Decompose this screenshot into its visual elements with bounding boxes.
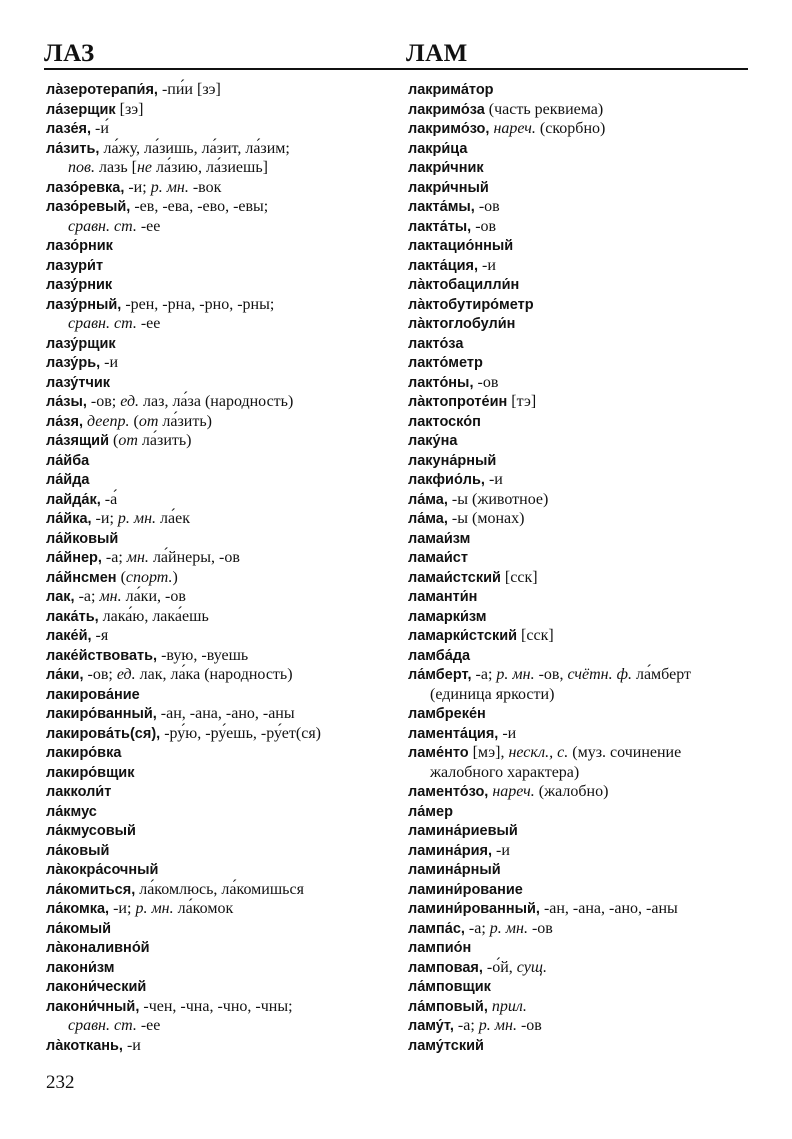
entry-text: жалобного характера) (430, 763, 580, 781)
entry-text: -ов; (83, 666, 117, 683)
entry-text: ла́комок (173, 900, 234, 917)
dictionary-entry-line (46, 802, 406, 822)
headword: лакто́за (408, 335, 464, 352)
dictionary-entry-line (408, 802, 753, 822)
entry-continuation-line (46, 217, 406, 237)
headword: лаку́на (408, 433, 458, 449)
headword: лазу́рь, (46, 355, 101, 371)
dictionary-entry-line (46, 509, 406, 529)
headword: ла̀зеротерапи́я, (46, 82, 158, 98)
headword: ла́йда (46, 472, 90, 488)
entry-text: -ов (471, 217, 497, 235)
headword: ла́мповщик (408, 979, 491, 995)
entry-text: -ее (136, 217, 161, 235)
dictionary-entry-line (408, 217, 753, 237)
headword: лазу́тчик (46, 374, 111, 391)
entry-text: -ы (животное) (447, 490, 549, 508)
headword: лак, (46, 589, 75, 605)
entry-text: -пи́и [зэ] (157, 81, 221, 98)
dictionary-entry-line (408, 314, 753, 334)
dictionary-entry-line (408, 295, 753, 315)
headword: ламини́рование (408, 881, 523, 898)
entry-text: -и (100, 354, 119, 371)
dictionary-entry-line (408, 899, 753, 919)
entry-text: -ее (136, 1017, 161, 1034)
dictionary-entry-line (408, 1016, 753, 1036)
entry-continuation-line (408, 685, 753, 705)
grammar-label: р. мн. (478, 1017, 517, 1034)
grammar-label: спорт. (125, 568, 173, 586)
entry-text: (единица яркости) (430, 685, 555, 703)
dictionary-entry-line (408, 353, 753, 373)
dictionary-entry-line (408, 743, 753, 763)
dictionary-entry-line (408, 860, 753, 880)
dictionary-entry-line (408, 451, 753, 471)
entry-text: -а; (453, 1017, 479, 1034)
entry-text: -ее (136, 315, 161, 332)
dictionary-entry-line (408, 100, 753, 120)
grammar-label: сравн. ст. (68, 1017, 137, 1034)
dictionary-entry-line (46, 197, 406, 217)
header-right-guide-word: ЛАМ (406, 40, 468, 67)
left-column (46, 80, 406, 1055)
headword: ламина́риевый (408, 823, 518, 839)
entry-text: ла́комлюсь, ла́комишься (135, 880, 304, 898)
headword: ламенто́зо, (408, 784, 489, 800)
entry-text: ла́йнеры, -ов (148, 549, 240, 566)
dictionary-entry-line (46, 119, 406, 139)
headword: лазу́рный, (46, 296, 122, 313)
headword: лазе́я, (46, 121, 92, 137)
headword: лакримо́за (408, 101, 485, 118)
dictionary-entry-line (408, 841, 753, 861)
dictionary-entry-line (408, 236, 753, 256)
entry-text: [зэ] (115, 100, 144, 118)
grammar-label: не (136, 159, 153, 176)
dictionary-entry-line (408, 1036, 753, 1056)
grammar-label: сравн. ст. (68, 315, 137, 332)
grammar-label: р. мн. (135, 900, 174, 917)
headword: ламина́рия, (408, 842, 492, 859)
grammar-label: ед. (116, 666, 136, 683)
dictionary-entry-line (46, 880, 406, 900)
grammar-label: от (138, 412, 159, 430)
dictionary-entry-line (408, 158, 753, 178)
dictionary-entry-line (46, 490, 406, 510)
grammar-label: нареч. (493, 120, 536, 137)
dictionary-entry-line (46, 587, 406, 607)
entry-text: (часть реквиема) (484, 100, 604, 118)
dictionary-entry-line (408, 334, 753, 354)
dictionary-entry-line (408, 80, 753, 100)
headword: ламе́нто (408, 745, 469, 761)
headword: лакто́ны, (408, 374, 474, 391)
entry-text: лака́ю, лака́ешь (98, 607, 209, 625)
entry-text: -а; (471, 666, 497, 683)
dictionary-entry-line (408, 958, 753, 978)
entry-text: (муз. сочинение (568, 744, 682, 761)
headword: ламповая, (408, 959, 483, 976)
entry-text: -ов (474, 198, 500, 215)
grammar-label: деепр. (86, 412, 130, 430)
headword: лакримо́зо, (408, 121, 490, 137)
headword: лакони́чный, (46, 998, 140, 1015)
dictionary-entry-line (408, 139, 753, 159)
dictionary-entry-line (408, 431, 753, 451)
headword: ла̀ктобутиро́метр (408, 296, 534, 313)
headword: лазо́ревый, (46, 199, 131, 215)
entry-text: [мэ], (468, 744, 509, 761)
grammar-label: прил. (491, 997, 527, 1015)
headword: ла́зящий (46, 433, 110, 449)
headword: лаке́й, (46, 628, 92, 644)
dictionary-entry-line (46, 743, 406, 763)
dictionary-entry-line (408, 782, 753, 802)
dictionary-entry-line (408, 392, 753, 412)
dictionary-entry-line (46, 782, 406, 802)
dictionary-entry-line (46, 431, 406, 451)
headword: ламбреке́н (408, 706, 486, 722)
headword: лакиро́вка (46, 745, 122, 761)
headword: лака́ть, (46, 608, 99, 625)
dictionary-entry-line (46, 685, 406, 705)
headword: ла́мберт, (408, 667, 472, 683)
headword: ламу́т, (408, 1018, 454, 1034)
headword: ламанти́н (408, 589, 478, 605)
headword: ламини́рованный, (408, 901, 540, 917)
headword: ламарки́стский (408, 628, 518, 644)
entry-text: [тэ] (507, 393, 537, 410)
dictionary-entry-line (46, 568, 406, 588)
headword: лакколи́т (46, 784, 112, 800)
dictionary-entry-line (46, 353, 406, 373)
entry-text: ла́зить) (158, 412, 212, 430)
entry-text: -и (484, 471, 503, 488)
headword: лазу́рщик (46, 335, 116, 352)
dictionary-entry-line (408, 256, 753, 276)
headword: ла́йковый (46, 530, 119, 547)
entry-text: -а; (74, 588, 100, 605)
headword: ла́йба (46, 452, 90, 469)
dictionary-entry-line (46, 665, 406, 685)
dictionary-entry-line (408, 373, 753, 393)
dictionary-entry-line (408, 197, 753, 217)
dictionary-entry-line (46, 841, 406, 861)
entry-text: ( (109, 432, 119, 449)
headword: ламарки́зм (408, 608, 487, 625)
entry-continuation-line (408, 763, 753, 783)
entry-text: -ан, -ана, -ано, -аны (156, 705, 295, 722)
headword: ламаи́стский (408, 569, 501, 586)
headword: лаке́йствовать, (46, 647, 158, 664)
entry-text: -ан, -ана, -ано, -аны (539, 900, 678, 917)
grammar-label: р. мн. (150, 178, 189, 196)
entry-text: ( (116, 568, 126, 586)
dictionary-entry-line (46, 451, 406, 471)
entry-text: [сск] (517, 627, 554, 644)
dictionary-entry-line (46, 373, 406, 393)
grammar-label: пов. (68, 159, 95, 176)
dictionary-entry-line (408, 626, 753, 646)
headword: лакто́метр (408, 355, 483, 371)
headword: лампио́н (408, 940, 472, 956)
grammar-label: нескл., с. (508, 744, 569, 761)
dictionary-entry-line (408, 704, 753, 724)
header-rule (44, 68, 748, 70)
grammar-label: от (118, 432, 138, 449)
dictionary-entry-line (46, 860, 406, 880)
headword: ла́зя, (46, 413, 83, 430)
entry-text: -и (498, 724, 517, 742)
dictionary-entry-line (408, 607, 753, 627)
entry-text: -ов; (86, 393, 121, 410)
entry-text: ла́зию, ла́зиешь] (152, 159, 268, 176)
entry-text: -вую, -вуешь (157, 646, 249, 664)
dictionary-entry-line (408, 412, 753, 432)
dictionary-entry-line (408, 587, 753, 607)
grammar-label: нареч. (492, 783, 535, 800)
right-column (408, 80, 753, 1055)
headword: ламаи́ст (408, 550, 468, 566)
entry-text: ла́мберт (631, 666, 691, 683)
dictionary-entry-line (46, 236, 406, 256)
entry-text: ла́ки, -ов (121, 588, 186, 605)
headword: ла̀ктопроте́ин (408, 394, 508, 410)
grammar-label: р. мн. (496, 666, 535, 683)
headword: ламента́ция, (408, 725, 499, 742)
headword: ла́зерщик (46, 101, 116, 118)
entry-continuation-line (46, 158, 406, 178)
entry-continuation-line (46, 314, 406, 334)
entry-text: -и (122, 1036, 141, 1054)
headword: ла̀ктоглобули́н (408, 316, 516, 332)
headword: лакри́чный (408, 179, 489, 196)
headword: ла́комый (46, 920, 112, 937)
headword: ламу́тский (408, 1037, 484, 1054)
headword: лактацио́нный (408, 238, 514, 254)
entry-continuation-line (46, 1016, 406, 1036)
entry-text: ( (129, 412, 139, 430)
entry-text: -о́й, (482, 958, 517, 976)
entry-text: (скорбно) (535, 120, 606, 137)
grammar-label: р. мн. (117, 510, 157, 527)
grammar-label: мн. (99, 588, 122, 605)
entry-text: -я (91, 627, 109, 644)
dictionary-entry-line (408, 178, 753, 198)
dictionary-entry-line (408, 724, 753, 744)
dictionary-entry-line (46, 997, 406, 1017)
dictionary-entry-line (408, 509, 753, 529)
grammar-label: р. мн. (489, 919, 528, 937)
headword: лазу́рник (46, 277, 113, 293)
dictionary-entry-line (408, 665, 753, 685)
headword: ла́комиться, (46, 881, 136, 898)
entry-text: -и; (91, 510, 118, 527)
entry-text: -ев, -ева, -ево, -евы; (130, 198, 269, 215)
headword: ла́йнсмен (46, 569, 117, 586)
headword: ла̀коналивно́й (46, 940, 150, 956)
entry-text: лаз, ла́за (народность) (139, 393, 294, 410)
dictionary-entry-line (408, 880, 753, 900)
grammar-label: сравн. ст. (68, 217, 137, 235)
headword: ла́зы, (46, 394, 87, 410)
headword: ла́ма, (408, 511, 448, 527)
headword: лампа́с, (408, 920, 465, 937)
entry-text: -ов (473, 373, 499, 391)
dictionary-entry-line (408, 529, 753, 549)
entry-text: лазь [ (94, 159, 137, 176)
dictionary-entry-line (46, 275, 406, 295)
dictionary-entry-line (408, 548, 753, 568)
dictionary-entry-line (408, 490, 753, 510)
entry-text: -ов (516, 1017, 542, 1034)
dictionary-entry-line (46, 899, 406, 919)
entry-text: -чен, -чна, -чно, -чны; (139, 997, 293, 1015)
entry-text: -и (478, 256, 496, 274)
entry-text: ла́зить) (137, 432, 192, 449)
dictionary-entry-line (46, 80, 406, 100)
headword: ла́кмусовый (46, 823, 136, 839)
headword: ламаи́зм (408, 530, 471, 547)
entry-text: -а́ (100, 490, 118, 508)
headword: лазо́ревка, (46, 179, 125, 196)
dictionary-entry-line (46, 412, 406, 432)
page-number: 232 (46, 1072, 75, 1093)
dictionary-entry-line (408, 568, 753, 588)
headword: ла̀кокра́сочный (46, 862, 159, 878)
headword: ла́йка, (46, 511, 92, 527)
dictionary-entry-line (46, 704, 406, 724)
headword: лакрима́тор (408, 82, 494, 98)
dictionary-entry-line (46, 821, 406, 841)
entry-text: -и; (124, 178, 151, 196)
dictionary-entry-line (408, 977, 753, 997)
dictionary-entry-line (46, 178, 406, 198)
dictionary-entry-line (46, 938, 406, 958)
headword: ла́комка, (46, 901, 110, 917)
dictionary-entry-line (46, 1036, 406, 1056)
running-header (44, 40, 746, 70)
headword: лакони́ческий (46, 979, 147, 995)
headword: лакта́ция, (408, 257, 479, 274)
dictionary-entry-line (46, 392, 406, 412)
entry-text: -и; (109, 900, 136, 917)
dictionary-entry-line (46, 919, 406, 939)
headword: ла̀коткань, (46, 1037, 123, 1054)
dictionary-entry-line (46, 977, 406, 997)
headword: лакфио́ль, (408, 472, 485, 488)
dictionary-entry-line (408, 470, 753, 490)
dictionary-entry-line (408, 919, 753, 939)
headword: ла́мер (408, 803, 453, 820)
headword: лакта́мы, (408, 199, 475, 215)
entry-text: ) (172, 568, 178, 586)
entry-text: -а; (464, 919, 490, 937)
dictionary-entry-line (46, 607, 406, 627)
headword: лактоско́п (408, 413, 481, 430)
dictionary-entry-line (408, 646, 753, 666)
headword: лакирова́ние (46, 686, 140, 703)
dictionary-entry-line (408, 938, 753, 958)
entry-text: -вок (188, 178, 222, 196)
entry-text: лак, ла́ка (народность) (135, 666, 293, 683)
dictionary-entry-line (46, 958, 406, 978)
dictionary-entry-line (408, 821, 753, 841)
dictionary-entry-line (408, 997, 753, 1017)
headword: лайда́к, (46, 491, 101, 508)
entry-text: (жалобно) (534, 783, 609, 800)
entry-text: -и́ (91, 120, 109, 137)
dictionary-entry-line (46, 139, 406, 159)
dictionary-entry-line (46, 334, 406, 354)
headword: ла́ки, (46, 667, 84, 683)
grammar-label: ед. (120, 393, 140, 410)
headword: ламина́рный (408, 862, 501, 878)
headword: ла́ма, (408, 491, 448, 508)
dictionary-entry-line (46, 724, 406, 744)
entry-text: ла́жу, ла́зишь, ла́зит, ла́зим; (99, 139, 290, 157)
headword: лазо́рник (46, 238, 113, 254)
headword: лакри́чник (408, 160, 484, 176)
headword: лакуна́рный (408, 452, 497, 469)
dictionary-entry-line (408, 119, 753, 139)
dictionary-entry-line (46, 295, 406, 315)
headword: ла́йнер, (46, 550, 102, 566)
headword: лазури́т (46, 257, 104, 274)
headword: лакиро́вщик (46, 764, 135, 781)
headword: ла́мповый, (408, 998, 488, 1015)
headword: лакта́ты, (408, 218, 472, 235)
entry-text: -а; (101, 549, 127, 566)
entry-text: -ру́ю, -ру́ешь, -ру́ет(ся) (160, 724, 321, 742)
dictionary-entry-line (46, 256, 406, 276)
dictionary-entry-line (46, 548, 406, 568)
headword: ла́ковый (46, 842, 110, 859)
headword: ла́кмус (46, 803, 97, 820)
headword: ла̀ктобацилли́н (408, 277, 520, 293)
dictionary-entry-line (46, 626, 406, 646)
entry-text: [сск] (500, 568, 538, 586)
entry-text: -рен, -рна, -рно, -рны; (121, 295, 275, 313)
headword: лакри́ца (408, 140, 468, 157)
dictionary-entry-line (46, 529, 406, 549)
headword: лакиро́ванный, (46, 706, 157, 722)
headword: ламба́да (408, 647, 471, 664)
entry-text: ла́ек (156, 510, 191, 527)
header-left-guide-word: ЛАЗ (44, 40, 95, 67)
entry-text: -ов (527, 919, 553, 937)
entry-text: -ы (монах) (447, 510, 525, 527)
dictionary-entry-line (408, 275, 753, 295)
dictionary-entry-line (46, 470, 406, 490)
grammar-label: сущ. (516, 958, 547, 976)
grammar-label: счётн. ф. (567, 666, 632, 683)
dictionary-entry-line (46, 646, 406, 666)
entry-text: -и (492, 841, 510, 859)
dictionary-entry-line (46, 100, 406, 120)
entry-text: -ов, (534, 666, 568, 683)
dictionary-entry-line (46, 763, 406, 783)
headword: ла́зить, (46, 140, 100, 157)
headword: лакони́зм (46, 959, 115, 976)
headword: лакирова́ть(ся), (46, 725, 161, 742)
grammar-label: мн. (126, 549, 149, 566)
